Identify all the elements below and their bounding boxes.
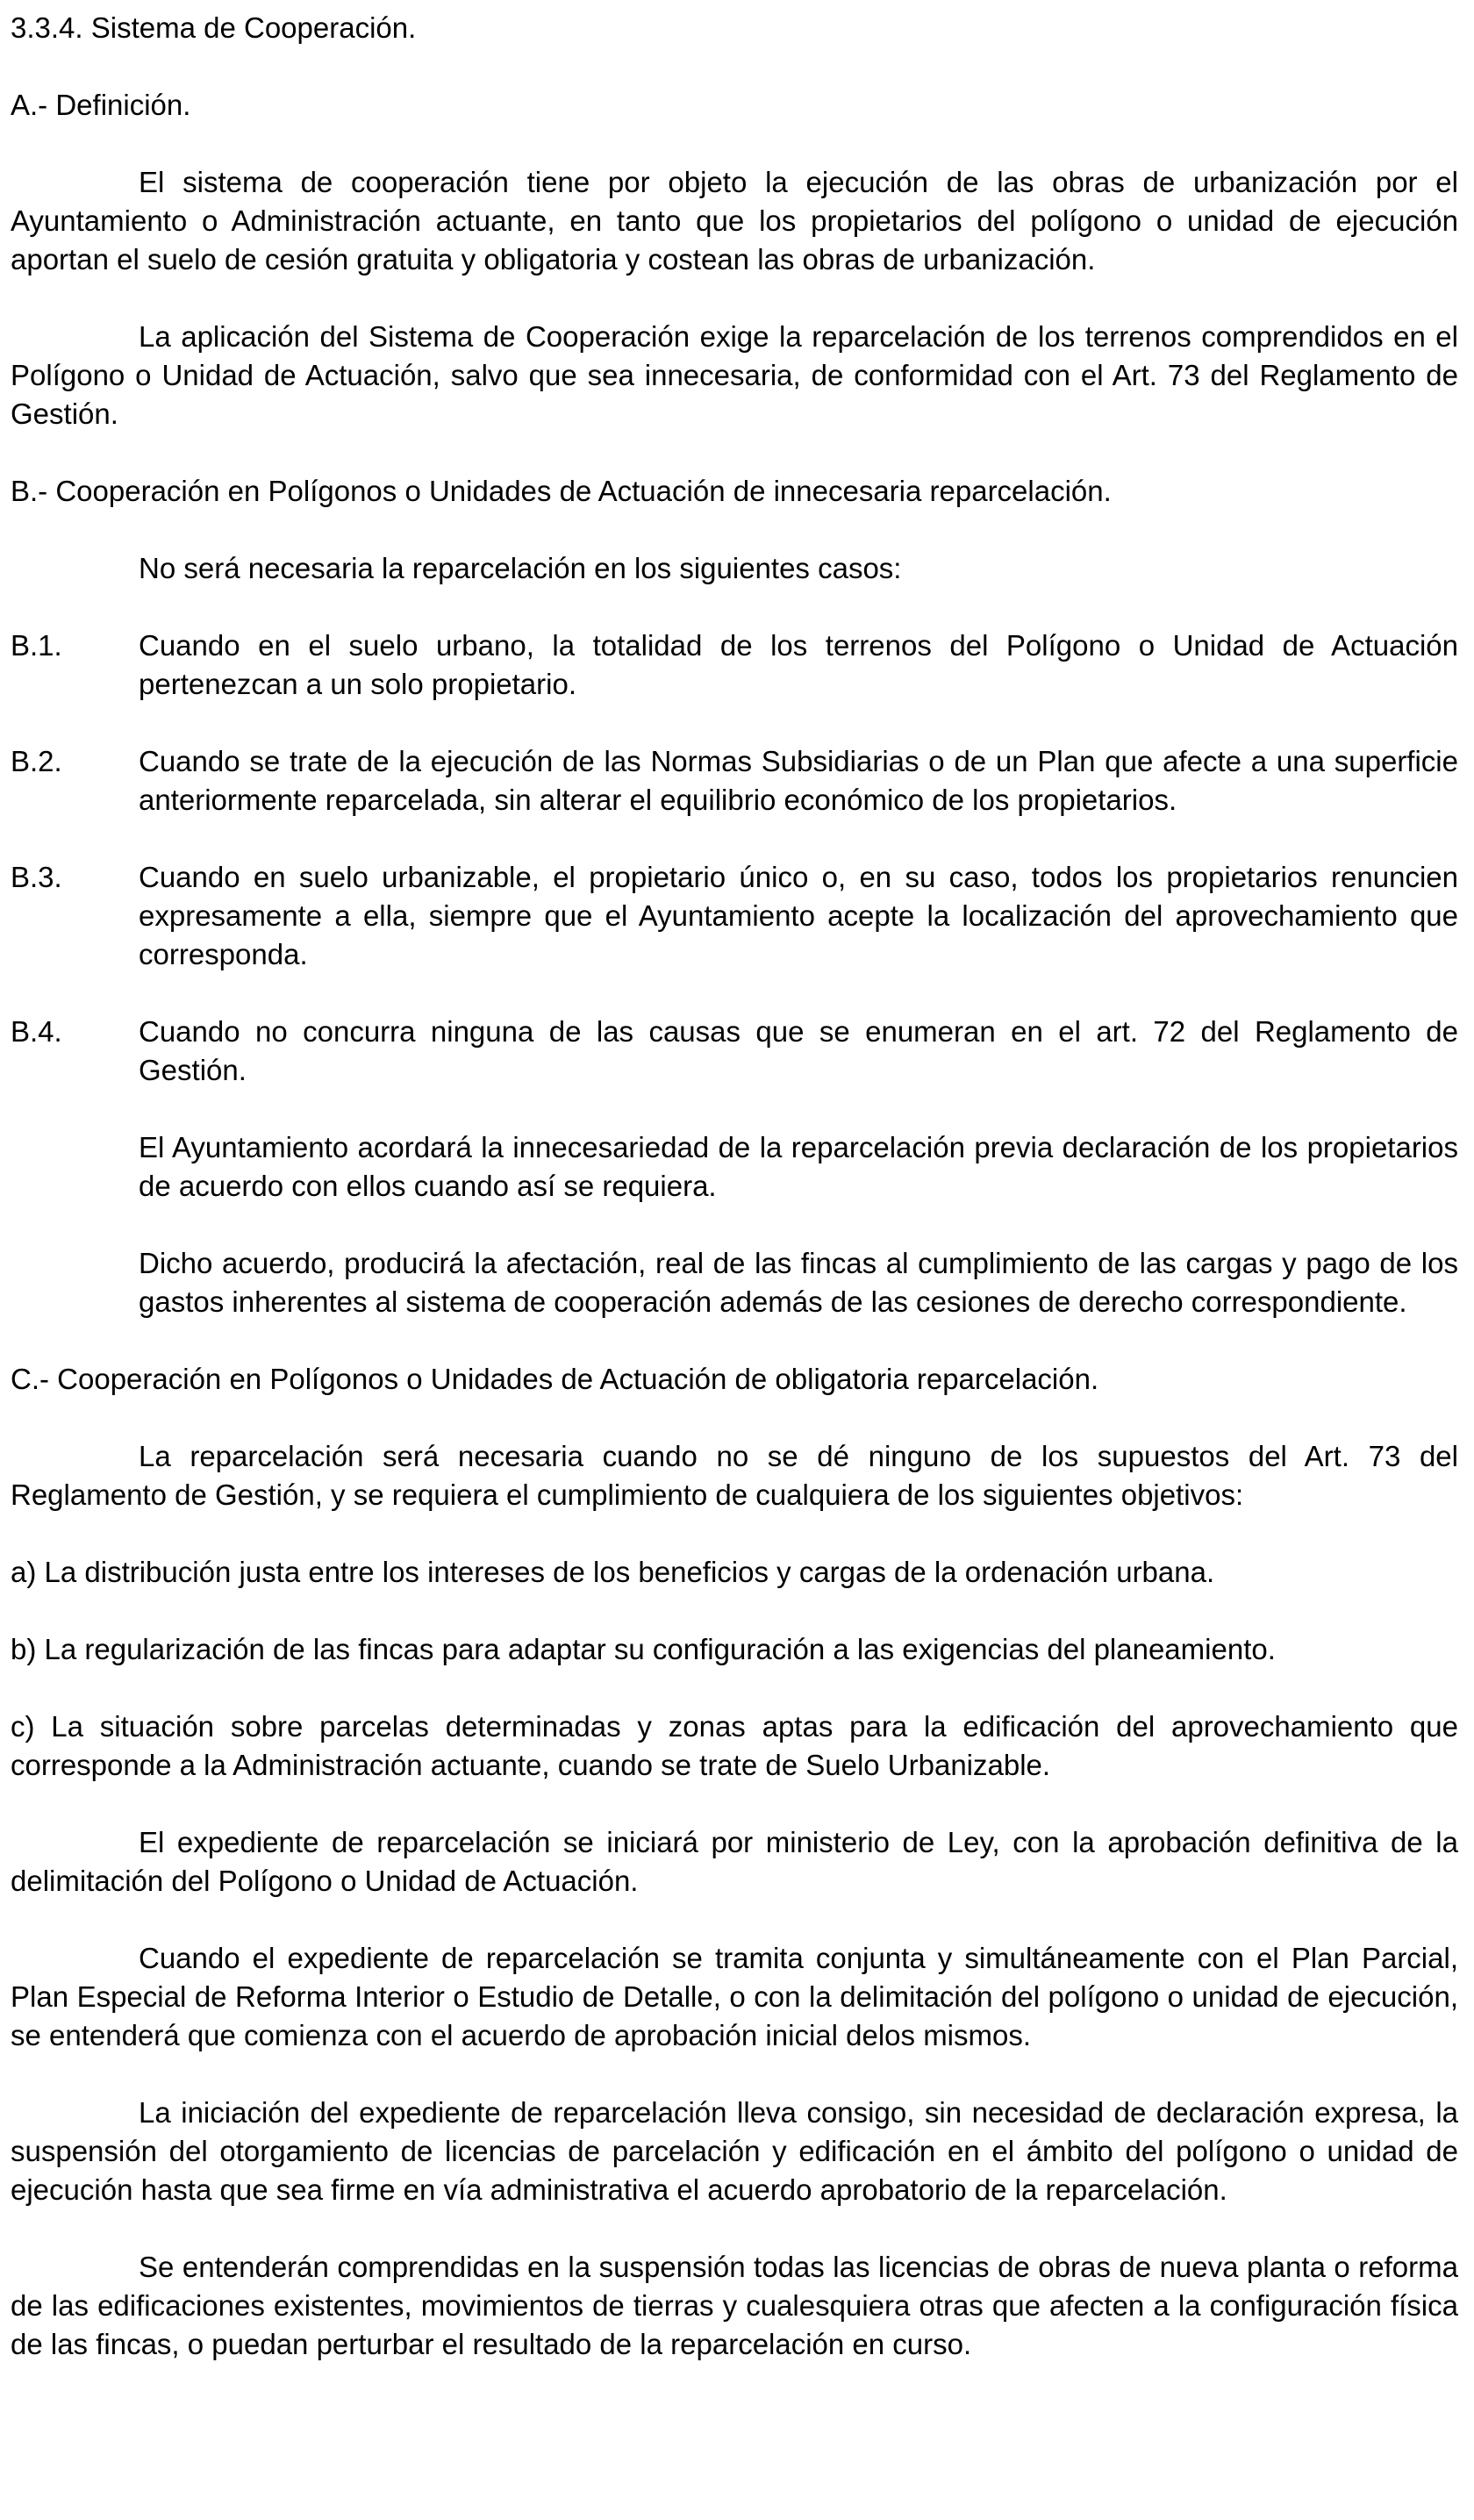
list-item-label: B.2. [11, 745, 62, 777]
list-item-text: Cuando en el suelo urbano, la totalidad de los terrenos del Polígono o Unidad de Actuación pertenezcan a un solo propietario. [139, 629, 1458, 700]
part-c-paragraph: Se entenderán comprendidas en la suspensión todas las licencias de obras de nueva planta o reforma de las edificaciones existentes, movimientos de tierras y cualesquiera otras que afecten a la configuración física de las fincas, o puedan perturbar el resultado de la reparcelación en curso. [11, 2251, 1458, 2360]
section-title: 3.3.4. Sistema de Cooperación. [11, 11, 417, 44]
part-a-paragraph: La aplicación del Sistema de Cooperación exige la reparcelación de los terrenos comprendidos en el Polígono o Unidad de Actuación, salvo que sea innecesaria, de conformidad con el Art. 73 del Reglamento de Gestión. [11, 320, 1458, 430]
part-b-intro: No será necesaria la reparcelación en los siguientes casos: [139, 552, 902, 584]
list-item-label: B.3. [11, 861, 62, 893]
list-item [11, 626, 1458, 704]
document-page [11, 9, 1458, 2402]
list-item-text: Cuando se trate de la ejecución de las Normas Subsidiarias o de un Plan que afecte a una superficie anteriormente reparcelada, sin alterar el equilibrio económico de los propietarios. [139, 745, 1458, 816]
part-c-paragraph: El expediente de reparcelación se iniciará por ministerio de Ley, con la aprobación definitiva de la delimitación del Polígono o Unidad de Actuación. [11, 1826, 1458, 1897]
part-a-heading: A.- Definición. [11, 89, 191, 121]
part-c-objective: a) La distribución justa entre los intereses de los beneficios y cargas de la ordenación urbana. [11, 1556, 1215, 1588]
list-item-text: Cuando no concurra ninguna de las causas que se enumeran en el art. 72 del Reglamento de Gestión. [139, 1015, 1458, 1086]
part-c-objective: b) La regularización de las fincas para adaptar su configuración a las exigencias del planeamiento. [11, 1633, 1276, 1665]
list-item [11, 742, 1458, 820]
list-item [11, 1013, 1458, 1090]
part-a-paragraph: El sistema de cooperación tiene por objeto la ejecución de las obras de urbanización por el Ayuntamiento o Administración actuante, en tanto que los propietarios del polígono o unidad de ejecución aportan el suelo de cesión gratuita y obligatoria y costean las obras de urbanización. [11, 166, 1458, 276]
part-c-paragraph: La iniciación del expediente de reparcelación lleva consigo, sin necesidad de declaración expresa, la suspensión del otorgamiento de licencias de parcelación y edificación en el ámbito del polígono o unidad de ejecución hasta que sea firme en vía administrativa el acuerdo aprobatorio de la reparcelación. [11, 2096, 1458, 2206]
part-b-sub-paragraph: Dicho acuerdo, producirá la afectación, real de las fincas al cumplimiento de las cargas y pago de los gastos inherentes al sistema de cooperación además de las cesiones de derecho correspondiente. [139, 1247, 1458, 1318]
list-item [11, 858, 1458, 974]
part-b-sub-paragraph: El Ayuntamiento acordará la innecesariedad de la reparcelación previa declaración de los propietarios de acuerdo con ellos cuando así se requiera. [139, 1131, 1458, 1202]
part-c-objective: c) La situación sobre parcelas determinadas y zonas aptas para la edificación del aprovechamiento que corresponde a la Administración actuante, cuando se trate de Suelo Urbanizable. [11, 1710, 1458, 1781]
list-item-label: B.1. [11, 629, 62, 662]
list-item-text: Cuando en suelo urbanizable, el propietario único o, en su caso, todos los propietarios renuncien expresamente a ella, siempre que el Ayuntamiento acepte la localización del aprovechamiento que corresponda. [139, 861, 1458, 970]
part-c-paragraph: Cuando el expediente de reparcelación se tramita conjunta y simultáneamente con el Plan Parcial, Plan Especial de Reforma Interior o Estudio de Detalle, o con la delimitación del polígono o unidad de ejecución, se entenderá que comienza con el acuerdo de aprobación inicial delos mismos. [11, 1942, 1458, 2051]
part-c-heading: C.- Cooperación en Polígonos o Unidades de Actuación de obligatoria reparcelación. [11, 1363, 1099, 1395]
list-item-label: B.4. [11, 1015, 62, 1048]
part-c-intro: La reparcelación será necesaria cuando no se dé ninguno de los supuestos del Art. 73 del Reglamento de Gestión, y se requiera el cumplimiento de cualquiera de los siguientes objetivos: [11, 1440, 1458, 1511]
part-b-heading: B.- Cooperación en Polígonos o Unidades de Actuación de innecesaria reparcelación. [11, 475, 1112, 507]
